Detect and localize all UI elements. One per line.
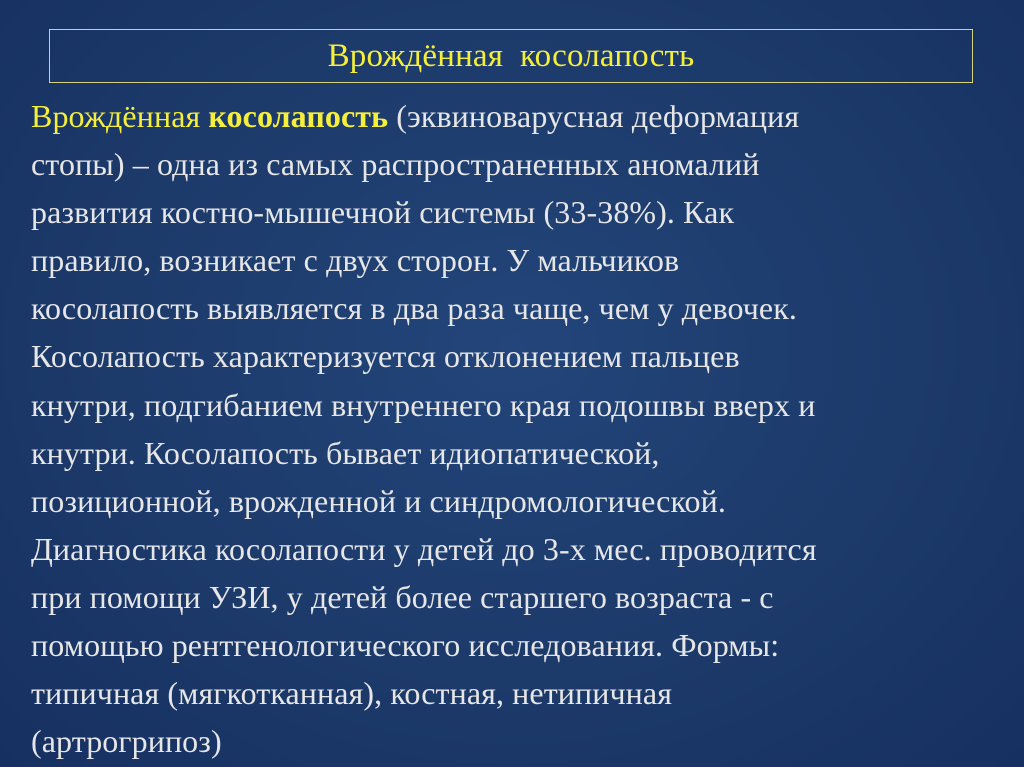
body-line-2: стопы) – одна из самых распространенных аномалий <box>31 146 760 183</box>
body-line-9: позиционной, врожденной и синдромологической. <box>31 482 726 519</box>
body-line-5: косолапость выявляется в два раза чаще, чем у девочек. <box>31 290 797 327</box>
body-line-14: (артрогрипоз) <box>31 723 222 760</box>
body-line-6: Косолапость характеризуется отклонением пальцев <box>31 338 740 375</box>
slide-title: Врождённая косолапость <box>327 37 695 74</box>
title-frame <box>49 29 973 83</box>
body-line-4: правило, возникает с двух сторон. У мальчиков <box>31 242 680 279</box>
lead-term: Врождённая <box>31 98 209 134</box>
body-line-12: помощью рентгенологического исследования. Формы: <box>31 627 780 664</box>
body-line-3: развития костно-мышечной системы (33-38%). Как <box>31 194 735 231</box>
body-line-11: при помощи УЗИ, у детей более старшего возраста - с <box>31 578 774 615</box>
body-line-1 <box>31 92 1006 140</box>
lead-term-bold: косолапость <box>208 98 389 134</box>
body-line-13: типичная (мягкотканная), костная, нетипичная <box>31 675 673 712</box>
slide-body <box>31 92 1006 765</box>
body-line-10: Диагностика косолапости у детей до 3-х мес. проводится <box>31 530 817 567</box>
body-line-7: кнутри, подгибанием внутреннего края подошвы вверх и <box>31 386 816 423</box>
body-line-1-rest: (эквиноварусная деформация <box>388 98 800 134</box>
body-line-8: кнутри. Косолапость бывает идиопатической, <box>31 434 660 471</box>
